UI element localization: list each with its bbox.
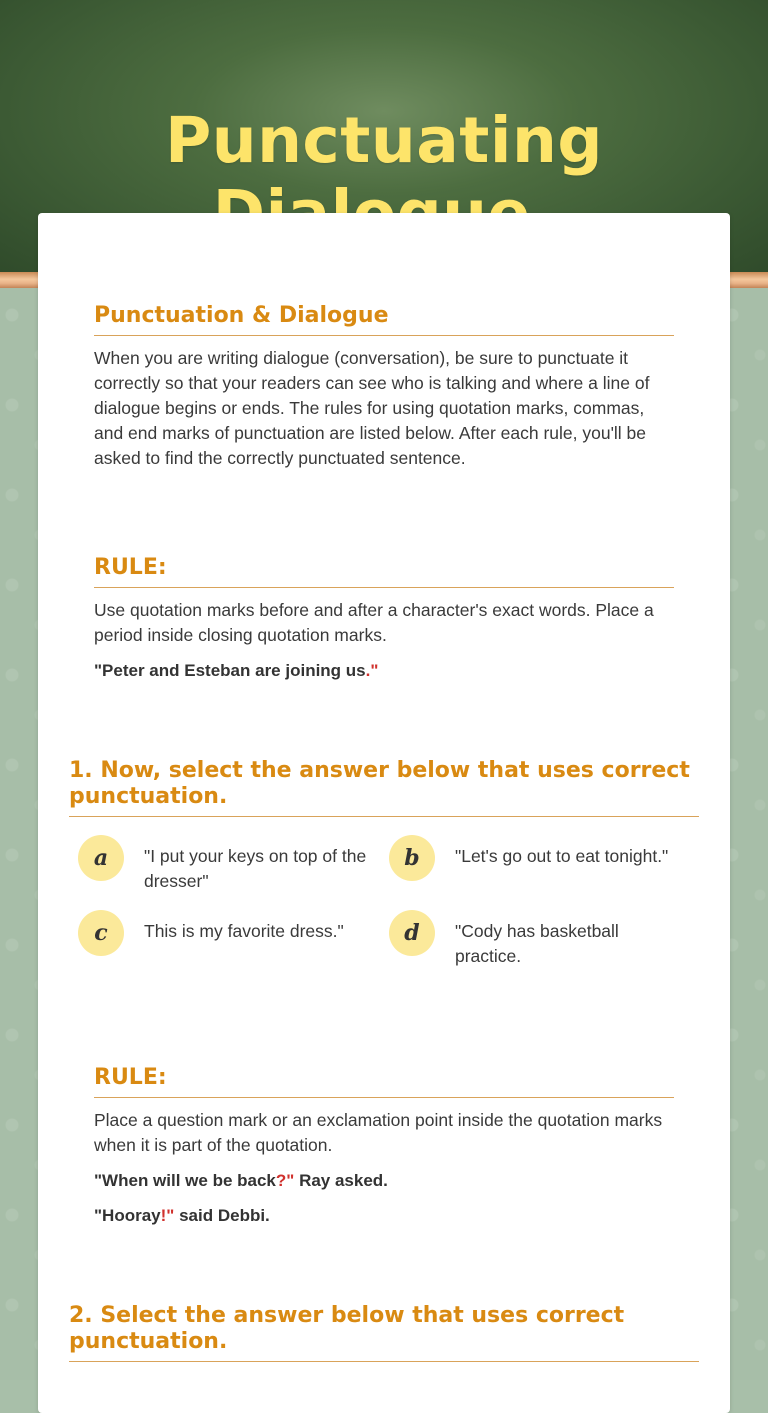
rule1-heading: RULE: [94,555,674,588]
rule1-example [94,658,674,683]
rule2-example-2 [94,1203,674,1228]
answer-text: "Let's go out to eat tonight." [455,846,669,866]
example-highlight: !" [160,1206,175,1225]
answer-letter-badge: b [389,835,435,881]
example-highlight: ?" [275,1171,295,1190]
question2-heading: 2. Select the answer below that uses correct punctuation. [69,1303,699,1362]
answer-text: "I put your keys on top of the dresser" [144,846,367,891]
example-text: "Hooray [94,1206,161,1225]
worksheet-card [38,213,730,1413]
answer-letter-badge: c [78,910,124,956]
answer-letter-badge: d [389,910,435,956]
answer-option-d[interactable] [389,910,679,969]
answer-letter-badge: a [78,835,124,881]
answer-option-c[interactable] [78,910,368,956]
answer-option-a[interactable] [78,835,368,894]
question1-section [69,758,699,817]
intro-text: When you are writing dialogue (conversation), be sure to punctuate it correctly so that your readers can see who is talking and where a line of dialogue begins or ends. The rules for using quotation marks, commas, and end marks of punctuation are listed below. After each rule, you'll be asked to find the correctly punctuated sentence. [94,348,650,468]
example-text: said Debbi. [174,1206,270,1225]
example-text: Ray asked. [294,1171,388,1190]
example-text: "When will we be back [94,1171,276,1190]
intro-section [94,303,674,471]
question2-section [69,1303,699,1362]
rule2-section [94,1065,674,1228]
answer-text: This is my favorite dress." [144,921,344,941]
example-highlight: ." [365,661,379,680]
rule1-section [94,555,674,683]
example-text: "Peter and Esteban are joining us [94,661,366,680]
rule2-text: Place a question mark or an exclamation point inside the quotation marks when it is part of the quotation. [94,1110,663,1155]
question1-heading: 1. Now, select the answer below that uses correct punctuation. [69,758,699,817]
page-title: Punctuating [165,104,603,177]
rule1-text: Use quotation marks before and after a character's exact words. Place a period inside closing quotation marks. [94,600,654,645]
intro-heading: Punctuation & Dialogue [94,303,674,336]
answer-option-b[interactable] [389,835,679,881]
rule2-example-1 [94,1168,674,1193]
rule2-heading: RULE: [94,1065,674,1098]
answer-text: "Cody has basketball practice. [455,921,619,966]
